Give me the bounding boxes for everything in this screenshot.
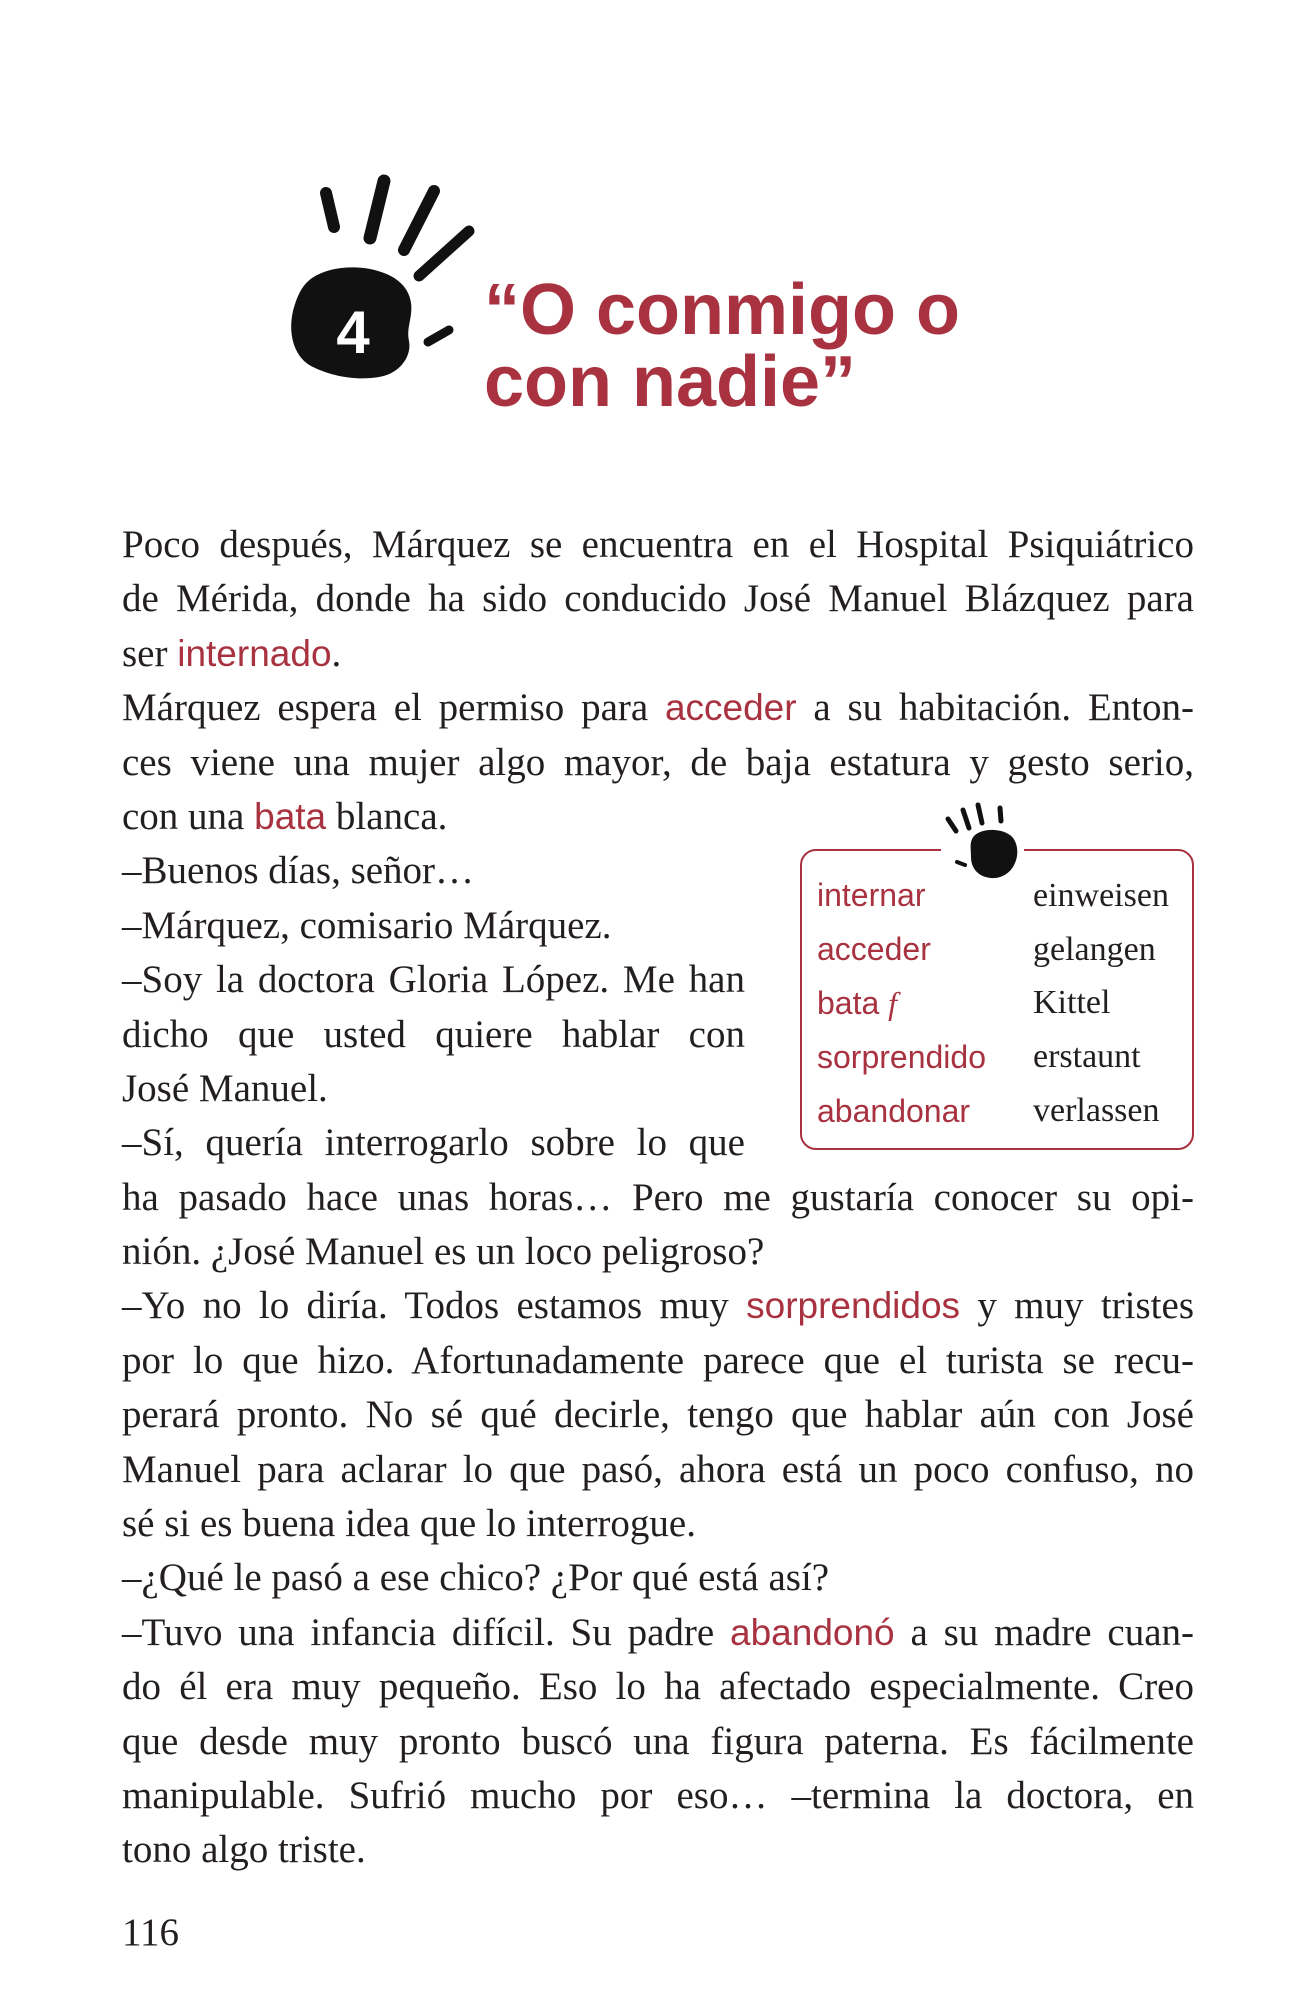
body-text: Poco después, Márquez se encuentra en el Hospital Psiquiátrico: [122, 523, 1194, 566]
handprint-palm: [971, 830, 1018, 878]
body-line: [122, 1443, 1194, 1497]
handprint-icon: [280, 170, 480, 390]
body-text: –Buenos días, señor…: [122, 849, 475, 893]
glossary-term: abandonar: [817, 1092, 971, 1129]
body-text: manipulable. Sufrió mucho por eso… –termina la doctora, en: [122, 1773, 1194, 1817]
body-line: [122, 1606, 1194, 1660]
body-text: que desde muy pronto buscó una figura paterna. Es fácilmente: [122, 1719, 1194, 1763]
glossary-gender: f: [888, 984, 898, 1021]
body-line: [122, 1715, 1194, 1769]
body-text: a su habitación. Enton-: [796, 686, 1194, 730]
page-number: 116: [122, 1911, 180, 1954]
body-text: dicho que usted quiere hablar con: [122, 1012, 745, 1056]
handprint-icon: [940, 798, 1030, 883]
body-text: de Mérida, donde ha sido conducido José Manuel Blázquez para: [122, 577, 1194, 621]
chapter-title-line: con nadie”: [484, 342, 857, 422]
body-line: [122, 1171, 1194, 1225]
body-line: [122, 1660, 1194, 1714]
body-text-block: [122, 518, 1194, 1878]
body-text: –Sí, quería interrogarlo sobre lo que: [122, 1121, 745, 1165]
chapter-title-line: “O conmigo o: [484, 270, 960, 350]
body-text: a su madre cuan-: [894, 1610, 1194, 1654]
handprint-finger: [419, 231, 469, 276]
glossary-term: sorprendido: [817, 1038, 986, 1075]
body-line: [122, 1116, 745, 1170]
body-line: [122, 1008, 745, 1062]
body-text: .: [331, 631, 342, 675]
body-text: ces viene una mujer algo mayor, de baja estatura y gesto serio,: [122, 740, 1194, 784]
glossary-entry: [817, 977, 1192, 1031]
glossary-word-highlight: bata: [254, 795, 327, 837]
body-line: [122, 899, 745, 953]
glossary-word-highlight: abandonó: [730, 1611, 895, 1653]
paragraph: [122, 1551, 1194, 1605]
glossary-translation: gelangen: [1033, 930, 1156, 968]
glossary-term: acceder: [817, 931, 931, 968]
body-line: [122, 572, 1194, 626]
body-text: tono algo triste.: [122, 1828, 366, 1872]
body-line: [122, 1497, 1194, 1551]
glossary-translation: erstaunt: [1033, 1038, 1141, 1076]
body-line: [122, 1823, 1194, 1877]
handprint-finger: [370, 181, 384, 238]
body-line: [122, 627, 1194, 681]
handprint-finger: [326, 193, 334, 227]
paragraph: [122, 1606, 1194, 1878]
body-line: [122, 1225, 1194, 1279]
glossary-word-highlight: sorprendidos: [746, 1285, 961, 1327]
glossary-word-highlight: acceder: [664, 687, 797, 729]
glossary-box: [800, 849, 1194, 1150]
body-text: Manuel para aclarar lo que pasó, ahora está un poco confuso, no: [122, 1447, 1194, 1491]
paragraph: [122, 681, 1194, 844]
paragraph: [122, 518, 1194, 681]
body-text: con una: [122, 794, 255, 838]
handprint-thumb: [428, 330, 449, 342]
body-text: ser: [122, 631, 178, 675]
body-line: [122, 1551, 1194, 1605]
handprint-finger: [404, 191, 434, 250]
glossary-word-highlight: internado: [177, 632, 332, 674]
body-text: do él era muy pequeño. Eso lo ha afectado especialmente. Creo: [122, 1665, 1194, 1709]
body-text: Márquez espera el permiso para: [122, 686, 665, 730]
handprint-finger: [1000, 808, 1001, 821]
body-line: [122, 1062, 745, 1116]
body-text: ha pasado hace unas horas… Pero me gustaría conocer su opi-: [122, 1175, 1194, 1219]
body-line: [122, 518, 1194, 572]
chapter-title: [484, 270, 960, 422]
body-line: [122, 1769, 1194, 1823]
body-text: blanca.: [326, 794, 448, 838]
handprint-thumb: [957, 862, 965, 865]
body-line: [122, 953, 745, 1007]
body-text: –Márquez, comisario Márquez.: [122, 903, 612, 947]
body-text: y muy tristes: [960, 1284, 1194, 1328]
body-text: –Soy la doctora Gloria López. Me han: [122, 958, 745, 1002]
glossary-translation: verlassen: [1033, 1092, 1160, 1130]
body-text: –¿Qué le pasó a ese chico? ¿Por qué está así?: [122, 1556, 830, 1600]
handprint-finger: [948, 819, 956, 831]
paragraph: [122, 1279, 1194, 1551]
handprint-finger: [963, 810, 969, 828]
glossary-translation: Kittel: [1033, 984, 1111, 1022]
body-line: [122, 844, 745, 898]
glossary-translation: einweisen: [1033, 876, 1169, 914]
body-line: [122, 790, 1194, 844]
body-text: José Manuel.: [122, 1066, 328, 1110]
handprint-finger: [978, 805, 982, 823]
glossary-term: bata: [817, 984, 880, 1021]
body-line: [122, 736, 1194, 790]
body-text: perará pronto. No sé qué decirle, tengo que hablar aún con José: [122, 1393, 1194, 1437]
body-line: [122, 681, 1194, 735]
chapter-number: 4: [336, 299, 370, 366]
body-line: [122, 1279, 1194, 1333]
body-line: [122, 1388, 1194, 1442]
body-line: [122, 1334, 1194, 1388]
body-text: –Tuvo una infancia difícil. Su padre: [122, 1610, 731, 1654]
body-text: sé si es buena idea que lo interrogue.: [122, 1502, 696, 1546]
glossary-entry: [817, 923, 1192, 977]
body-text: nión. ¿José Manuel es un loco peligroso?: [122, 1230, 765, 1274]
glossary-entry: [817, 1084, 1192, 1138]
glossary-entry: [817, 1030, 1192, 1084]
body-text: –Yo no lo diría. Todos estamos muy: [122, 1284, 747, 1328]
glossary-term-cell: [817, 985, 1033, 1022]
body-text: por lo que hizo. Afortunadamente parece que el turista se recu-: [122, 1338, 1194, 1382]
glossary-term: internar: [817, 877, 926, 914]
